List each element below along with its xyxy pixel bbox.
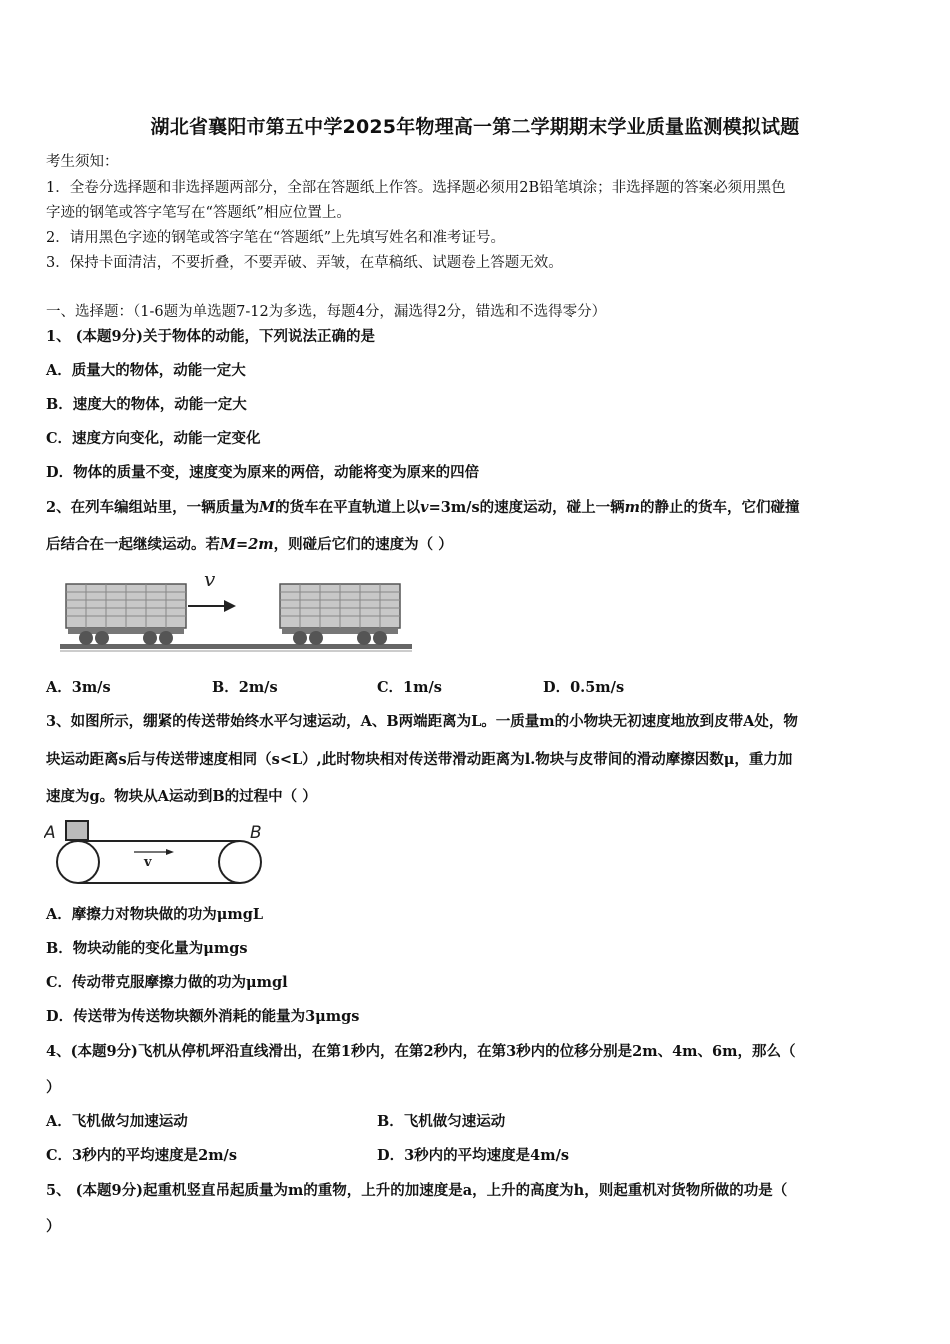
question-4-option-b: B．飞机做匀速运动 [377,1113,506,1130]
question-2-option-b: B．2m/s [212,679,278,696]
question-5-stem: 5、 (本题9分)起重机竖直吊起质量为m的重物，上升的加速度是a，上升的高度为h，则起重机对货物所做的功是（ [46,1182,788,1199]
question-1-option-d: D．物体的质量不变，速度变为原来的两倍，动能将变为原来的四倍 [46,464,480,481]
question-2-option-d: D．0.5m/s [543,679,625,696]
notice-item: 3．保持卡面清洁，不要折叠，不要弄破、弄皱，在草稿纸、试题卷上答题无效。 [46,255,563,271]
question-4-option-a: A．飞机做匀加速运动 [46,1113,188,1130]
question-3-stem-line: 速度为g。物块从A运动到B的过程中（ ） [46,788,317,805]
belt-velocity-label: v [144,855,152,870]
question-4-option-d: D．3秒内的平均速度是4m/s [377,1147,570,1164]
question-3-option-b: B．物块动能的变化量为μmgs [46,940,248,957]
train-cars-figure [58,568,416,658]
question-3-stem-line: 3、如图所示，绷紧的传送带始终水平匀速运动，A、B两端距离为L。一质量m的小物块无初速度地放到皮带A处，物 [46,713,798,730]
section-heading: 一、选择题：（1-6题为单选题7-12为多选，每题4分，漏选得2分，错选和不选得零分） [46,304,607,320]
question-1-option-c: C．速度方向变化，动能一定变化 [46,430,261,447]
notice-item: 1．全卷分选择题和非选择题两部分，全部在答题纸上作答。选择题必须用2B铅笔填涂；非选择题的答案必须用黑色 [46,180,786,196]
question-3-option-a: A．摩擦力对物块做的功为μmgL [46,906,264,923]
question-1-stem: 1、 (本题9分)关于物体的动能，下列说法正确的是 [46,328,375,345]
question-2-stem-line-2: 后结合在一起继续运动。若M=2m，则碰后它们的速度为（ ） [46,536,453,553]
question-1-option-b: B．速度大的物体，动能一定大 [46,396,247,413]
question-2-option-c: C．1m/s [377,679,442,696]
point-b-label: B [250,823,262,843]
velocity-label: v [204,568,216,591]
notice-heading: 考生须知： [46,154,119,170]
question-4-option-c: C．3秒内的平均速度是2m/s [46,1147,238,1164]
question-4-stem-end: ） [46,1079,61,1096]
question-2-stem-line-1: 2、在列车编组站里，一辆质量为M的货车在平直轨道上以v=3m/s的速度运动，碰上一辆m的静止的货车，它们碰撞 [46,499,800,516]
question-5-stem-end: ） [46,1218,61,1235]
question-3-option-d: D．传送带为传送物块额外消耗的能量为3μmgs [46,1008,360,1025]
question-1-option-a: A．质量大的物体，动能一定大 [46,362,246,379]
question-3-stem-line: 块运动距离s后与传送带速度相同（s<L）,此时物块相对传送带滑动距离为l.物块与皮带间的滑动摩擦因数μ，重力加 [46,751,793,768]
question-3-option-c: C．传动带克服摩擦力做的功为μmgl [46,974,288,991]
conveyor-belt-figure [44,818,270,890]
page-title: 湖北省襄阳市第五中学2025年物理高一第二学期期末学业质量监测模拟试题 [150,116,800,138]
notice-item: 字迹的钢笔或答字笔写在“答题纸”相应位置上。 [46,205,351,221]
question-2-option-a: A．3m/s [46,679,111,696]
point-a-label: A [44,823,56,843]
block-on-belt [66,821,88,840]
question-4-stem: 4、(本题9分)飞机从停机坪沿直线滑出，在第1秒内，在第2秒内，在第3秒内的位移分别是2m、4m、6m，那么（ [46,1043,796,1060]
notice-item: 2．请用黑色字迹的钢笔或答字笔在“答题纸”上先填写姓名和准考证号。 [46,230,506,246]
